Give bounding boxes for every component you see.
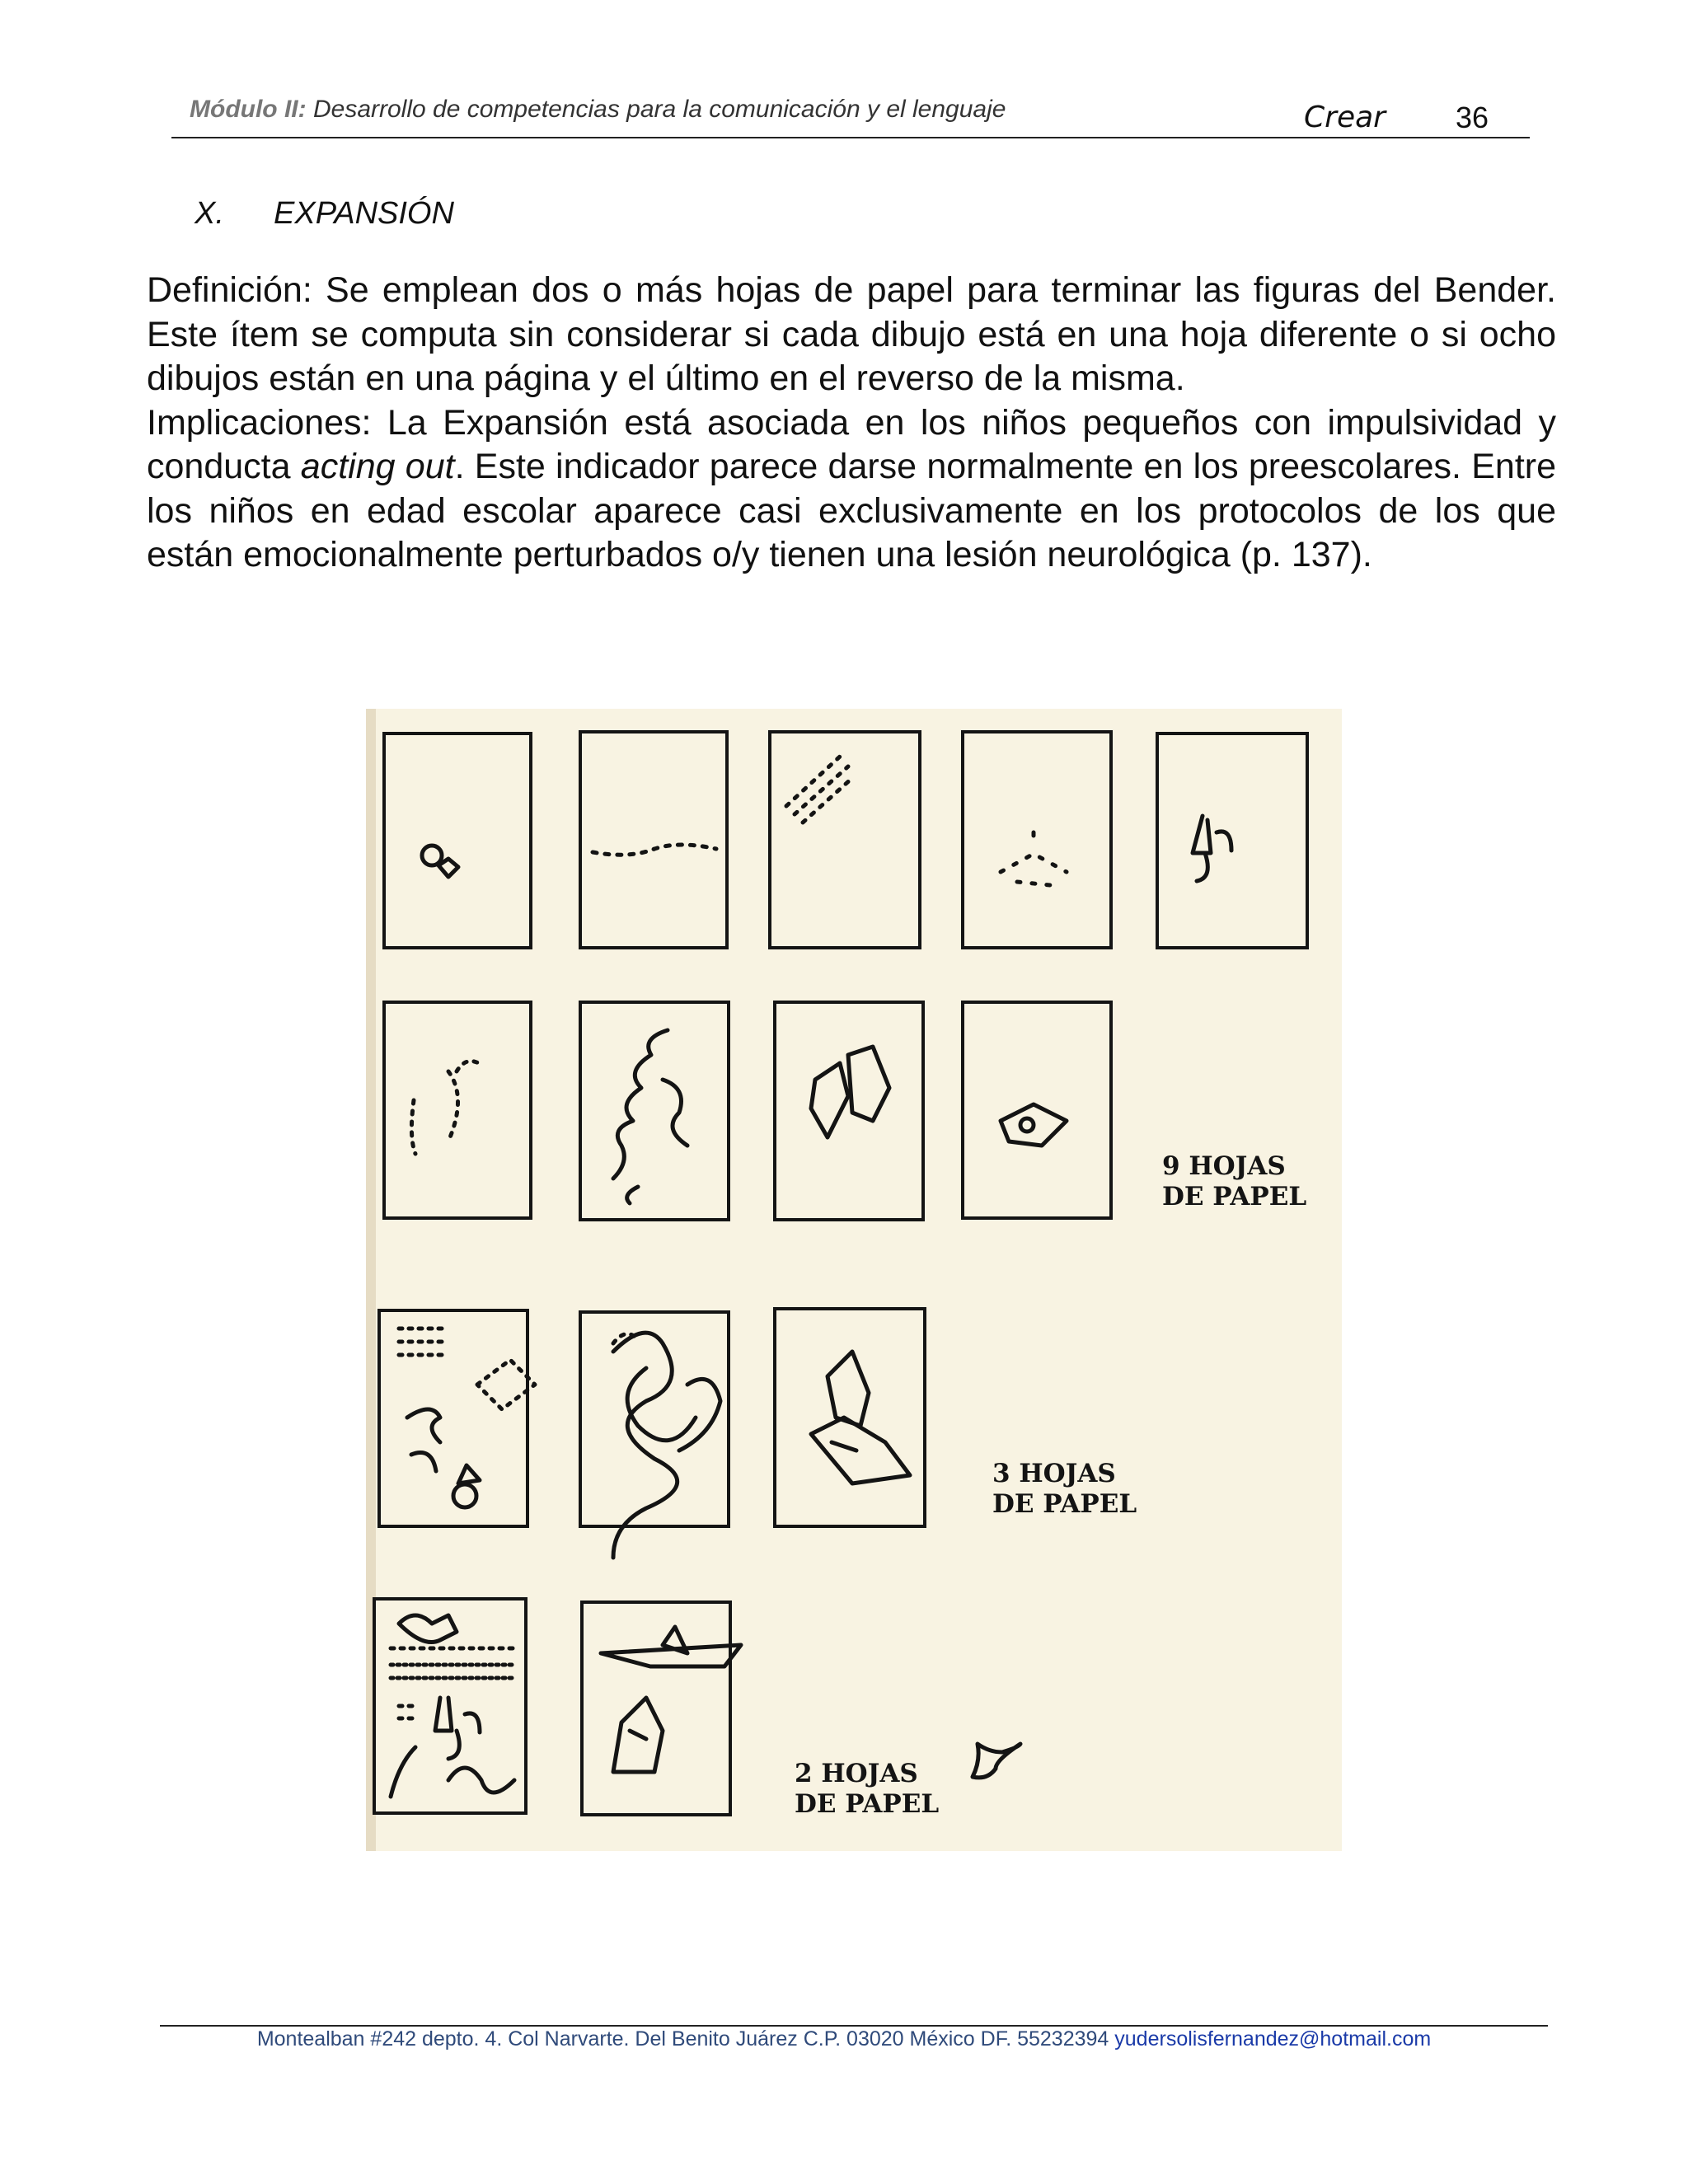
page-footer xyxy=(0,2027,1688,2051)
section-number: X. xyxy=(195,196,224,231)
sheet-row1-3 xyxy=(770,732,920,948)
implications-paragraph xyxy=(147,401,1556,578)
label-2-hojas-line1: 2 HOJAS xyxy=(795,1759,918,1788)
footer-divider xyxy=(160,2025,1548,2027)
footer-email-link[interactable]: yudersolisfernandez@hotmail.com xyxy=(1114,2027,1432,2050)
label-3-hojas-line1: 3 HOJAS xyxy=(992,1459,1116,1488)
label-2-hojas-line2: DE PAPEL xyxy=(795,1789,940,1819)
header-divider xyxy=(171,137,1530,138)
sheet-row1-4 xyxy=(963,732,1111,948)
implications-text-end: . Este indicador parece darse normalmente en los preescolares. Entre los niños en edad escolar aparece casi exclusivamente en los protocolos de los que están emocionalmente perturbados o/y tienen una lesión neurológica (p. 137). xyxy=(147,447,1557,574)
expansion-figure xyxy=(366,709,1342,1851)
module-label: Módulo II: xyxy=(190,96,307,123)
sheet-row3-2 xyxy=(580,1312,729,1526)
section-word: Crear xyxy=(1304,101,1386,134)
section-title-text: EXPANSIÓN xyxy=(274,196,454,231)
module-title xyxy=(190,96,1006,124)
body-text xyxy=(147,269,1556,578)
label-3-hojas-line2: DE PAPEL xyxy=(992,1489,1137,1519)
sheet-row3-3 xyxy=(775,1309,925,1526)
figure-drawing xyxy=(366,709,1342,1851)
sheet-row2-1 xyxy=(384,1002,531,1218)
page-number: 36 xyxy=(1456,101,1489,134)
implications-text-start: Implicaciones: La Expansión está asociada en los niños pequeños con impulsividad y conducta xyxy=(147,402,1556,486)
implications-italic-term: acting out xyxy=(300,447,455,486)
bender-drawings xyxy=(391,757,1231,1797)
sheet-row1-1 xyxy=(384,733,531,948)
sheet-row2-3 xyxy=(775,1002,923,1220)
label-9-hojas-line2: DE PAPEL xyxy=(1162,1182,1307,1212)
figure-labels xyxy=(795,1151,1306,1819)
module-name: Desarrollo de competencias para la comunicación y el lenguaje xyxy=(312,96,1006,123)
label-9-hojas-line1: 9 HOJAS xyxy=(1162,1151,1286,1181)
footer-address: Montealban #242 depto. 4. Col Narvarte. Del Benito Juárez C.P. 03020 México DF. 55232394 xyxy=(256,2027,1115,2050)
definition-paragraph: Definición: Se emplean dos o más hojas de papel para terminar las figuras del Bender. Este ítem se computa sin considerar si cada dibujo está en una hoja diferente o si ocho dibujos están en una página y el último en el reverso de la misma. xyxy=(147,270,1556,398)
sheet-row2-4 xyxy=(963,1002,1111,1218)
sheet-row1-2 xyxy=(580,732,727,948)
sheet-row4-2 xyxy=(582,1602,730,1815)
section-heading xyxy=(195,196,454,232)
